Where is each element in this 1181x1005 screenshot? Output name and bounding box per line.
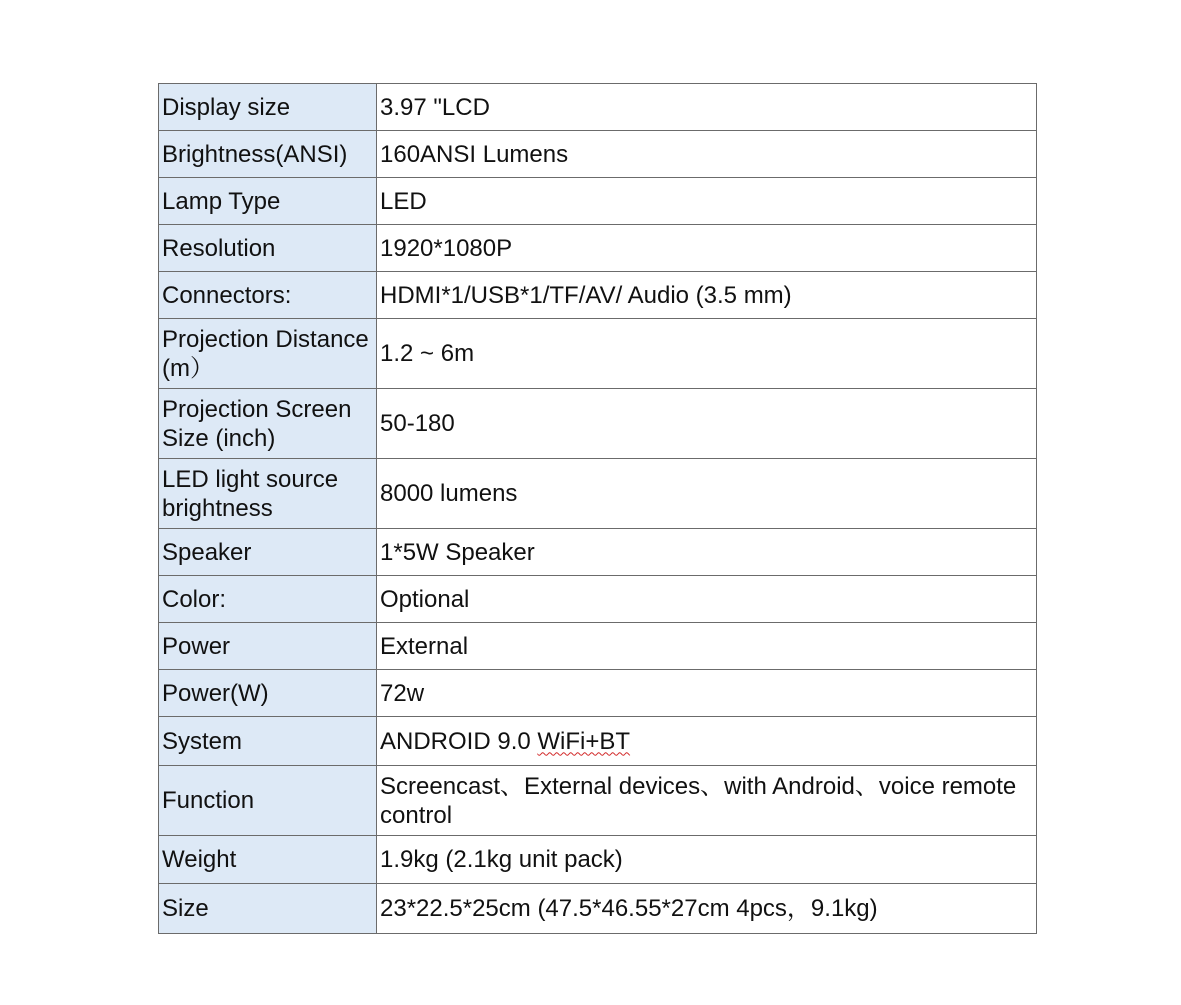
spec-value: 1*5W Speaker: [377, 529, 1037, 576]
spec-table: [158, 83, 1037, 934]
spec-value: External: [377, 623, 1037, 670]
table-row: [159, 178, 1037, 225]
spec-label: LED light source brightness: [159, 459, 377, 529]
spec-label: System: [159, 717, 377, 766]
table-row: [159, 670, 1037, 717]
spec-label: Power: [159, 623, 377, 670]
spec-value: HDMI*1/USB*1/TF/AV/ Audio (3.5 mm): [377, 272, 1037, 319]
spec-value: 50-180: [377, 389, 1037, 459]
spec-value: Optional: [377, 576, 1037, 623]
spec-label: Size: [159, 884, 377, 934]
spec-value: 72w: [377, 670, 1037, 717]
spec-value: [377, 717, 1037, 766]
spec-label: Display size: [159, 84, 377, 131]
spec-label: Projection Distance (m）: [159, 319, 377, 389]
spec-value: 23*22.5*25cm (47.5*46.55*27cm 4pcs，9.1kg): [377, 884, 1037, 934]
spec-value: 1.9kg (2.1kg unit pack): [377, 836, 1037, 884]
table-row: [159, 576, 1037, 623]
table-row: [159, 717, 1037, 766]
spec-label: Resolution: [159, 225, 377, 272]
table-row: [159, 319, 1037, 389]
spec-label: Connectors:: [159, 272, 377, 319]
spec-label: Color:: [159, 576, 377, 623]
spec-label: Brightness(ANSI): [159, 131, 377, 178]
table-row: [159, 884, 1037, 934]
table-row: [159, 389, 1037, 459]
spec-value: 1920*1080P: [377, 225, 1037, 272]
spec-label: Weight: [159, 836, 377, 884]
spec-label: Function: [159, 766, 377, 836]
spec-value: Screencast、External devices、with Android、voice remote control: [377, 766, 1037, 836]
table-row: [159, 836, 1037, 884]
spec-value: 8000 lumens: [377, 459, 1037, 529]
table-row: [159, 131, 1037, 178]
spec-label: Projection Screen Size (inch): [159, 389, 377, 459]
table-row: [159, 459, 1037, 529]
spec-label: Power(W): [159, 670, 377, 717]
table-row: [159, 623, 1037, 670]
spellcheck-marked-text: WiFi+BT: [537, 727, 631, 755]
table-row: [159, 272, 1037, 319]
table-row: [159, 766, 1037, 836]
spec-value: 3.97 "LCD: [377, 84, 1037, 131]
spec-label: Lamp Type: [159, 178, 377, 225]
spec-label: Speaker: [159, 529, 377, 576]
table-row: [159, 225, 1037, 272]
spec-value-text: ANDROID 9.0: [380, 727, 538, 755]
spec-value: 160ANSI Lumens: [377, 131, 1037, 178]
table-row: [159, 529, 1037, 576]
table-row: [159, 84, 1037, 131]
spec-value: LED: [377, 178, 1037, 225]
spec-value: 1.2 ~ 6m: [377, 319, 1037, 389]
